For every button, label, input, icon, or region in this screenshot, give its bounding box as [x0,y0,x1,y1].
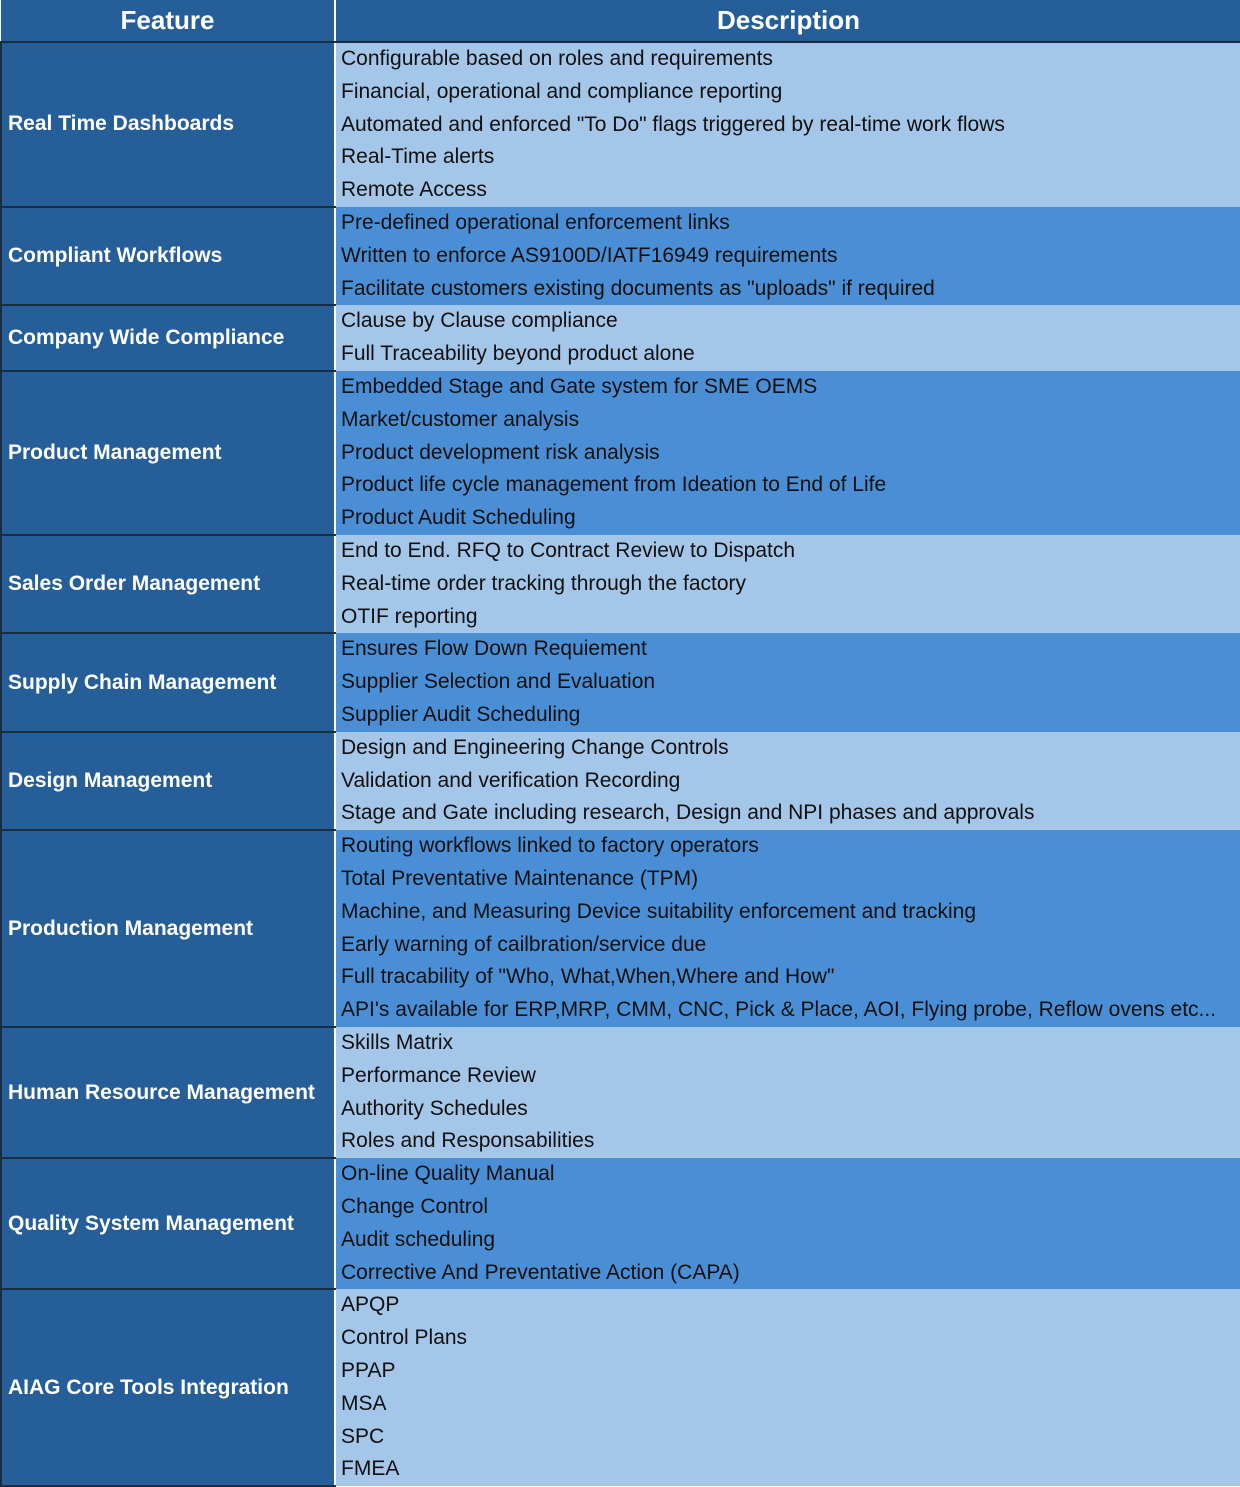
description-line: Control Plans [341,1326,468,1350]
feature-cell: AIAG Core Tools Integration [1,1289,335,1486]
feature-cell: Company Wide Compliance [1,305,335,371]
feature-cell: Production Management [1,830,335,1027]
description-cell [335,633,1240,731]
feature-cell: Product Management [1,371,335,535]
description-line: Remote Access [341,178,487,202]
description-cell [335,732,1240,830]
feature-cell: Sales Order Management [1,535,335,633]
description-line: Real-Time alerts [341,145,495,169]
feature-cell: Real Time Dashboards [1,42,335,207]
description-line: Real-time order tracking through the factory [341,571,747,595]
description-line: Financial, operational and compliance reporting [341,79,783,103]
table-row [1,1289,1240,1486]
description-line: Embedded Stage and Gate system for SME OEMS [341,374,818,398]
description-line: On-line Quality Manual [341,1162,555,1186]
description-cell [335,207,1240,305]
feature-cell: Design Management [1,732,335,830]
description-line: Roles and Responsabilities [341,1129,595,1153]
table-row [1,42,1240,207]
header-row [1,0,1240,42]
description-line: Product life cycle management from Ideation to End of Life [341,473,887,497]
description-cell [335,371,1240,535]
description-line: Supplier Audit Scheduling [341,702,581,726]
table-row [1,732,1240,830]
table-row [1,1027,1240,1158]
description-line: Market/customer analysis [341,407,580,431]
table-row [1,1158,1240,1289]
description-cell [335,42,1240,207]
description-line: Change Control [341,1194,489,1218]
description-line: Supplier Selection and Evaluation [341,670,656,694]
feature-cell: Quality System Management [1,1158,335,1289]
description-line: APQP [341,1293,400,1317]
description-line: Authority Schedules [341,1096,528,1120]
description-line: Machine, and Measuring Device suitability enforcement and tracking [341,899,976,923]
table-body [1,42,1240,1486]
description-line: Automated and enforced "To Do" flags triggered by real-time work flows [341,112,1005,136]
description-line: FMEA [341,1457,400,1481]
description-line: Stage and Gate including research, Design and NPI phases and approvals [341,801,1035,825]
description-line: Performance Review [341,1063,536,1087]
description-line: Pre-defined operational enforcement links [341,210,730,234]
description-line: MSA [341,1391,387,1415]
description-cell [335,305,1240,371]
description-line: Design and Engineering Change Controls [341,735,729,759]
description-line: Early warning of cailbration/service due [341,932,707,956]
description-line: Skills Matrix [341,1030,454,1054]
description-line: Corrective And Preventative Action (CAPA) [341,1260,740,1284]
feature-cell: Compliant Workflows [1,207,335,305]
description-cell [335,1158,1240,1289]
description-line: Audit scheduling [341,1227,496,1251]
description-cell [335,1289,1240,1486]
feature-cell: Supply Chain Management [1,633,335,731]
description-cell [335,1027,1240,1158]
description-line: Ensures Flow Down Requiement [341,637,647,661]
description-line: End to End. RFQ to Contract Review to Dispatch [341,538,796,562]
feature-column-header: Feature [1,0,335,42]
table-row [1,633,1240,731]
description-line: Full tracability of "Who, What,When,Where and How" [341,965,835,989]
description-line: API's available for ERP,MRP, CMM, CNC, Pick & Place, AOI, Flying probe, Reflow ovens etc... [341,998,1217,1022]
table-row [1,830,1240,1027]
description-column-header: Description [335,0,1240,42]
description-line: Total Preventative Maintenance (TPM) [341,866,699,890]
description-line: Routing workflows linked to factory operators [341,834,759,858]
table-row [1,305,1240,371]
description-line: Configurable based on roles and requirements [341,47,773,70]
table-row [1,535,1240,633]
description-line: SPC [341,1424,385,1448]
description-line: OTIF reporting [341,604,478,628]
description-line: Clause by Clause compliance [341,309,618,333]
description-line: Written to enforce AS9100D/IATF16949 requirements [341,243,838,267]
description-cell [335,830,1240,1027]
description-line: Product development risk analysis [341,440,660,464]
description-cell [335,535,1240,633]
description-line: Facilitate customers existing documents as "uploads" if required [341,276,935,300]
description-line: Full Traceability beyond product alone [341,342,695,366]
table-row [1,371,1240,535]
feature-cell: Human Resource Management [1,1027,335,1158]
table-row [1,207,1240,305]
description-line: PPAP [341,1358,396,1382]
description-line: Product Audit Scheduling [341,506,576,530]
description-line: Validation and verification Recording [341,768,681,792]
